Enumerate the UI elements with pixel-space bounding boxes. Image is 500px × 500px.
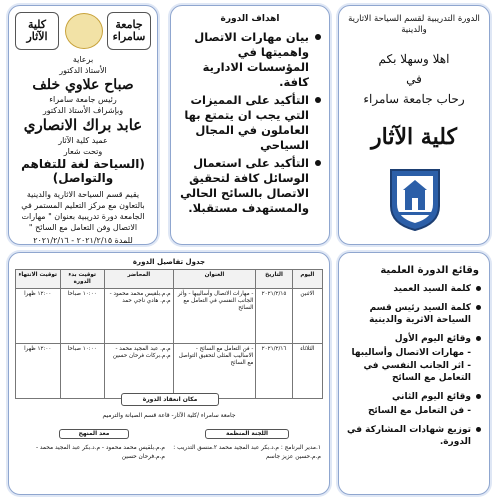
cell-lecturer: م.م. عبد المجيد محمد - م.م.بركات فرحان حسين bbox=[104, 344, 173, 399]
table-header-row bbox=[16, 270, 323, 289]
events-list bbox=[345, 283, 483, 455]
event-subitem: - مهارات الاتصال وأساليبها - اثر الجانب النفسي في التعامل مع السائح bbox=[351, 348, 471, 383]
cell-end: ١٢:٠٠ ظهرا bbox=[16, 344, 61, 399]
organizer-text: يقيم قسم السياحة الاثارية والدينية بالتعاون مع مركز التعليم المستمر في الجامعة دورة تدريبية بعنوان " مهارات الاتصال وفن التعامل مع السائح " bbox=[21, 190, 145, 232]
goal-item: التأكيد على استعمال الوسائل كافة لتحقيق الاتصال بالسائح الحالي والمستهدف مستقبلا. bbox=[177, 156, 323, 216]
events-panel bbox=[338, 252, 490, 495]
schedule-title: جدول تفاصيل الدورة bbox=[132, 258, 206, 266]
venue-text: جامعة سامراء /كلية الآثار- قاعة قسم الصيانة والترميم bbox=[102, 412, 236, 419]
schedule-table bbox=[15, 269, 323, 399]
event-item: وقائع اليوم الثاني bbox=[345, 391, 483, 404]
supervision-label: وبإشراف الأستاذ الدكتور bbox=[42, 106, 124, 115]
header-day: اليوم bbox=[292, 270, 322, 289]
header-topic: العنوان bbox=[173, 270, 256, 289]
cell-lecturer: م.م.بلقيس محمد محمود - م.م. هادي ناجي حمد bbox=[104, 289, 173, 344]
venue-label: مكان انعقاد الدورة bbox=[121, 393, 219, 406]
patronage-text bbox=[13, 54, 153, 246]
cell-topic: - مهارات الاتصال وأساليبها - وأثر الجانب النفسي في التعامل مع السائح bbox=[173, 289, 256, 344]
event-item: كلمة السيد العميد bbox=[345, 283, 483, 296]
welcome-line-3: رحاب جامعة سامراء bbox=[363, 92, 465, 106]
event-item: كلمة السيد رئيس قسم السياحة الاثرية والدينية bbox=[345, 302, 483, 327]
dean-name: عابد براك الانصاري bbox=[23, 116, 143, 134]
organizing-committee-text: ١.مدير البرنامج : م.د.بكر عبد المجيد محمد ٢.منسق التدريب : م.م.حسين عزيز جاسم bbox=[173, 445, 321, 460]
slogan-label: وتحت شعار bbox=[63, 147, 103, 156]
college-name-box: كلية الآثار bbox=[15, 12, 59, 50]
goal-item: التأكيد على المميزات التي يجب ان يتمتع بها العاملون في المجال السياحي bbox=[177, 93, 323, 153]
dean-title: عميد كلية الآثار bbox=[58, 136, 108, 145]
cell-topic: - فن التعامل مع السائح - الاساليب المثلى لتحقيق التواصل مع السائح bbox=[173, 344, 256, 399]
header-end: توقيت الانتهاء bbox=[16, 270, 61, 289]
event-item: وقائع اليوم الأول bbox=[345, 333, 483, 346]
welcome-line-2: في bbox=[406, 72, 422, 86]
goal-item: بيان مهارات الاتصال واهميتها في المؤسسات الادارية كافة. bbox=[177, 30, 323, 90]
college-title: كلية الآثار bbox=[371, 124, 457, 150]
events-title: وقائع الدورة العلمية bbox=[380, 265, 479, 276]
president-title: رئيس جامعة سامراء bbox=[49, 95, 117, 104]
course-header: الدورة التدريبية لقسم السياحة الاثارية والدينية bbox=[348, 14, 480, 35]
patronage-panel bbox=[8, 5, 158, 245]
header-start: توقيت بدء الدورة bbox=[60, 270, 104, 289]
course-duration: للمدة ٢٠٢١/٢/١٥ - ٢٠٢١/٢/١٦ bbox=[33, 236, 133, 245]
cell-start: ١٠:٠٠ صباحا bbox=[60, 344, 104, 399]
cell-start: ١٠:٠٠ صباحا bbox=[60, 289, 104, 344]
table-row bbox=[16, 344, 323, 399]
curriculum-text: م.م.بلقيس محمد محمود - م.د.بكر عبد المجيد محمد - م.م.فرحان حسين bbox=[35, 445, 165, 460]
welcome-panel bbox=[338, 5, 490, 245]
table-row bbox=[16, 289, 323, 344]
welcome-text bbox=[343, 52, 485, 106]
slogan: (السياحة لغة للتفاهم والتواصل) bbox=[21, 157, 145, 185]
goals-panel bbox=[170, 5, 330, 245]
goals-list bbox=[177, 30, 323, 219]
event-subitem: - فن التعامل مع السائح bbox=[367, 406, 471, 416]
university-logo bbox=[65, 13, 103, 49]
college-seal-icon bbox=[387, 166, 443, 232]
schedule-panel bbox=[8, 252, 330, 495]
header-date: التاريخ bbox=[256, 270, 292, 289]
header-lecturer: المحاضر bbox=[104, 270, 173, 289]
president-name: صباح علاوي خلف bbox=[32, 77, 134, 93]
under-patronage: برعاية bbox=[72, 55, 94, 64]
curriculum-label: معد المنهج bbox=[59, 429, 129, 439]
university-name-box: جامعة سامراء bbox=[107, 12, 151, 50]
organizing-committee-label: اللجنة المنظمة bbox=[205, 429, 289, 439]
cell-day: الثلاثاء bbox=[292, 344, 322, 399]
cell-date: ٢٠٢١/٢/١٦ bbox=[256, 344, 292, 399]
cell-day: الاثنين bbox=[292, 289, 322, 344]
cell-date: ٢٠٢١/٢/١٥ bbox=[256, 289, 292, 344]
goals-title: اهداف الدورة bbox=[220, 14, 280, 24]
cell-end: ١٢:٠٠ ظهرا bbox=[16, 289, 61, 344]
prof-dr-label: الأستاذ الدكتور bbox=[59, 66, 107, 75]
welcome-line-1: اهلا وسهلا بكم bbox=[378, 52, 450, 66]
event-item: توزيع شهادات المشاركة في الدورة. bbox=[345, 424, 483, 449]
